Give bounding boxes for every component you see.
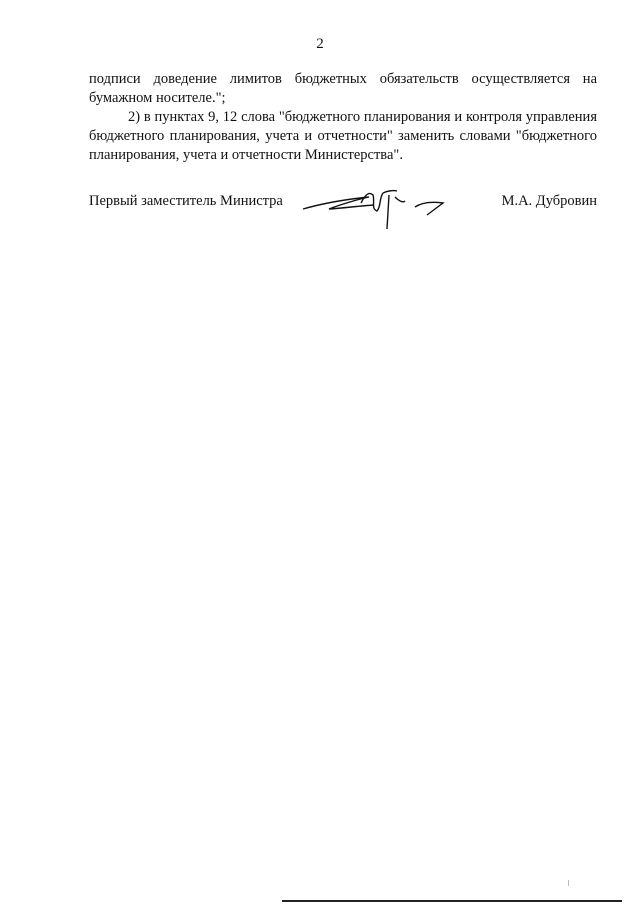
signature-icon	[299, 181, 449, 241]
page-number: 2	[316, 36, 324, 52]
bottom-rule	[282, 900, 622, 902]
signer-title: Первый заместитель Министра	[89, 193, 283, 209]
document-body	[89, 70, 597, 165]
signer-name: М.А. Дубровин	[501, 193, 597, 209]
paragraph-item-2: 2) в пунктах 9, 12 слова "бюджетного планирования и контроля управления бюджетного планирования, учета и отчетности" заменить словами "бюджетного планирования, учета и отчетности Министерства".	[89, 109, 597, 163]
signature-block	[89, 193, 597, 233]
tick-mark	[568, 880, 569, 886]
paragraph-continuation: подписи доведение лимитов бюджетных обязательств осуществляется на бумажном носителе.";	[89, 71, 597, 106]
